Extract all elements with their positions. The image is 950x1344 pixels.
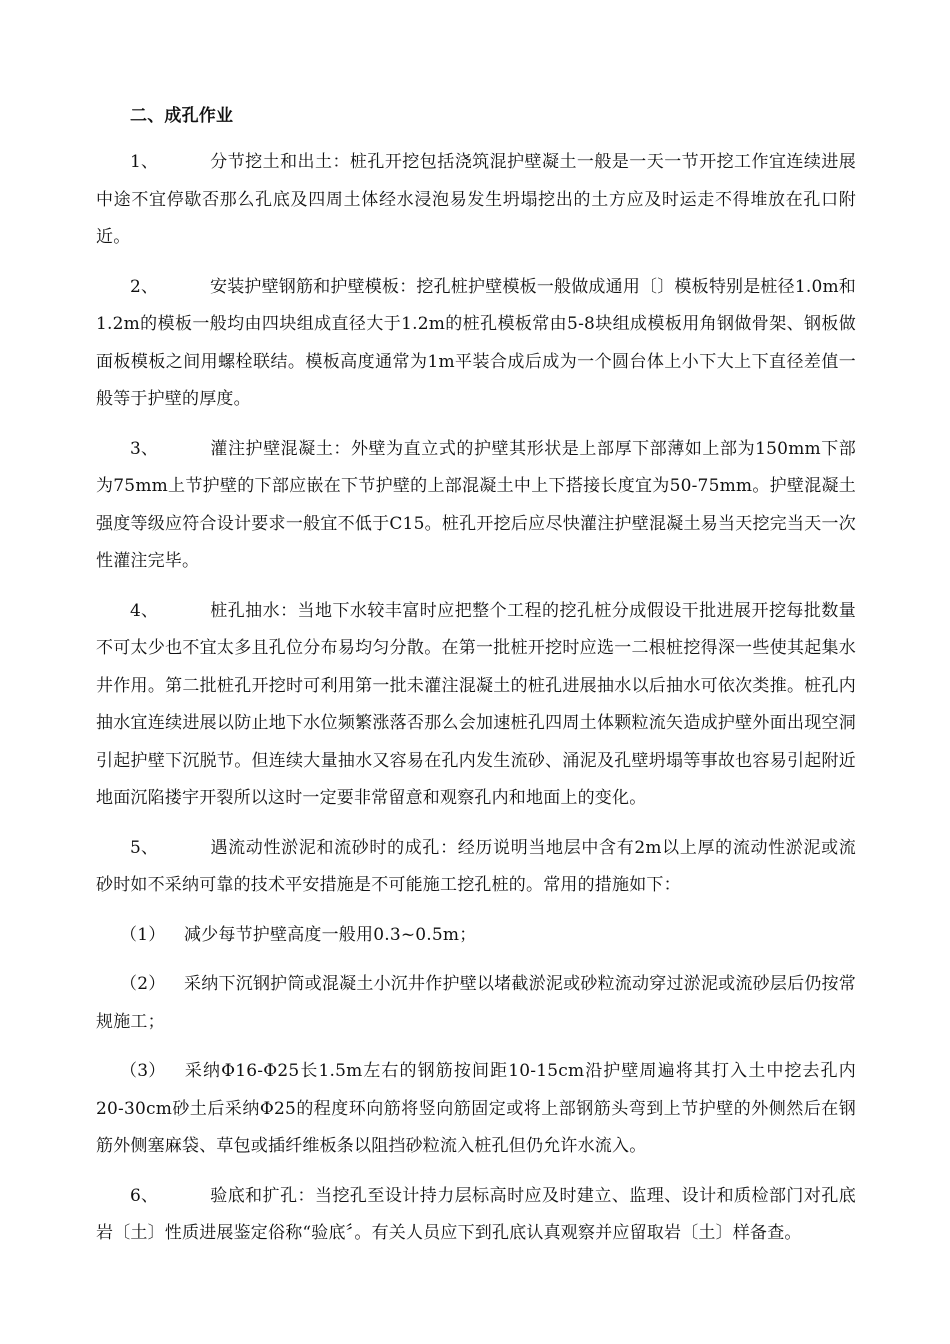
- paragraph-text: 验底和扩孔：当挖孔至设计持力层标高时应及时建立、监理、设计和质检部门对孔底岩〔土〕性质进展鉴定俗称“验底〞。有关人员应下到孔底认真观察并应留取岩〔土〕样备查。: [96, 1185, 856, 1243]
- sub-item-number: （2）: [120, 974, 166, 994]
- paragraph-text: 遇流动性淤泥和流砂时的成孔：经历说明当地层中含有2m以上厚的流动性淤泥或流砂时如不采纳可靠的技术平安措施是不可能施工挖孔桩的。常用的措施如下：: [96, 837, 856, 895]
- paragraph-5: [96, 830, 856, 905]
- sub-item-text: 采纳Φ16-Φ25长1.5m左右的钢筋按间距10-15cm沿护壁周遍将其打入土中挖去孔内20-30cm砂土后采纳Φ25的程度环向筋将竖向筋固定或将上部钢筋头弯到上节护壁的外侧然后在钢筋外侧塞麻袋、草包或插纤维板条以阻挡砂粒流入桩孔但仍允许水流入。: [96, 1061, 856, 1156]
- sub-item-text: 减少每节护壁高度一般用0.3~0.5m；: [184, 924, 477, 945]
- paragraph-text: 灌注护壁混凝土：外壁为直立式的护壁其形状是上部厚下部薄如上部为150mm下部为75mm上节护壁的下部应嵌在下节护壁的上部混凝土中上下搭接长度宜为50-75mm。护壁混凝土强度等级应符合设计要求一般宜不低于C15。桩孔开挖后应尽快灌注护壁混凝土易当天挖完当天一次性灌注完毕。: [96, 438, 856, 571]
- paragraph-4: [96, 593, 856, 818]
- paragraph-2: [96, 269, 856, 419]
- paragraph-6: [96, 1178, 856, 1253]
- paragraph-text: 安装护壁钢筋和护壁模板：挖孔桩护壁模板一般做成通用〔〕模板特别是桩径1.0m和1.2m的模板一般均由四块组成直径大于1.2m的桩孔模板常由5-8块组成模板用角钢做骨架、钢板做面板模板之间用螺栓联结。模板高度通常为1m平装合成后成为一个圆台体上小下大上下直径差值一般等于护壁的厚度。: [96, 276, 856, 409]
- sub-item-text: 采纳下沉钢护筒或混凝土小沉井作护壁以堵截淤泥或砂粒流动穿过淤泥或流砂层后仍按常规施工；: [96, 974, 856, 1032]
- paragraph-number: 2、: [130, 276, 159, 297]
- paragraph-number: 4、: [130, 600, 159, 621]
- document-body: [96, 104, 856, 1265]
- sub-item-3: [96, 1053, 856, 1166]
- paragraph-text: 分节挖土和出土：桩孔开挖包括浇筑混护壁凝土一般是一天一节开挖工作宜连续进展中途不宜停歇否那么孔底及四周土体经水浸泡易发生坍塌挖出的土方应及时运走不得堆放在孔口附近。: [96, 152, 856, 247]
- paragraph-1: [96, 144, 856, 257]
- sub-item-2: [96, 966, 856, 1041]
- paragraph-number: 6、: [130, 1185, 159, 1206]
- paragraph-text: 桩孔抽水：当地下水较丰富时应把整个工程的挖孔桩分成假设干批进展开挖每批数量不可太少也不宜太多且孔位分布易均匀分散。在第一批桩开挖时应选一二根桩挖得深一些使其起集水井作用。第二批桩孔开挖时可利用第一批未灌注混凝土的桩孔进展抽水以后抽水可依次类推。桩孔内抽水宜连续进展以防止地下水位频繁涨落否那么会加速桩孔四周土体颗粒流矢造成护壁外面出现空洞引起护壁下沉脱节。但连续大量抽水又容易在孔内发生流砂、涌泥及孔壁坍塌等事故也容易引起附近地面沉陷搂宇开裂所以这时一定要非常留意和观察孔内和地面上的变化。: [96, 600, 856, 808]
- sub-item-1: [96, 917, 856, 955]
- sub-item-number: （3）: [120, 1061, 166, 1081]
- paragraph-3: [96, 431, 856, 581]
- sub-item-number: （1）: [120, 924, 166, 945]
- paragraph-number: 3、: [130, 438, 159, 459]
- section-title: 二、成孔作业: [130, 106, 234, 126]
- paragraph-number: 1、: [130, 152, 159, 172]
- paragraph-number: 5、: [130, 837, 159, 858]
